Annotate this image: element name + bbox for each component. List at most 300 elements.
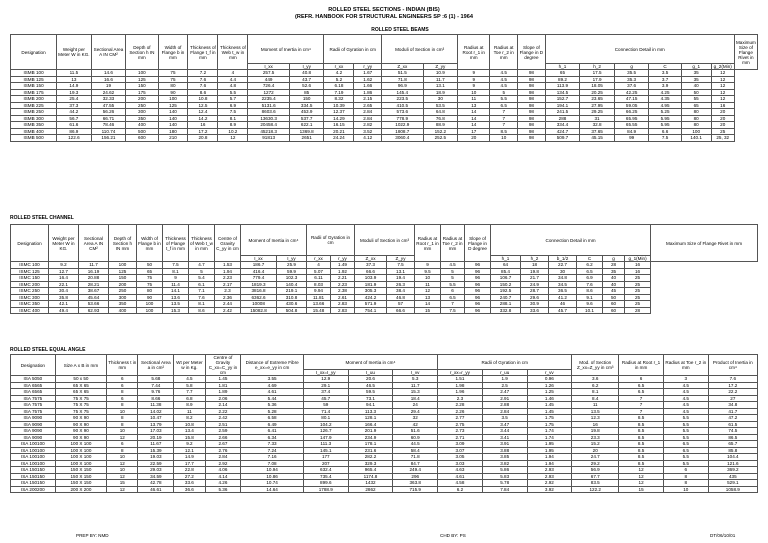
table-cell: 1.95 bbox=[527, 441, 572, 448]
table-cell: 424.7 bbox=[545, 128, 580, 135]
table-cell: 45.15 bbox=[580, 135, 615, 142]
table-cell: 8 bbox=[107, 415, 138, 422]
table-cell: 31 bbox=[580, 115, 615, 122]
table-cell: 83.5 bbox=[572, 480, 619, 487]
table-cell: 150 bbox=[289, 96, 324, 103]
table-cell: 715.9 bbox=[393, 486, 438, 493]
table-cell: 15.48 bbox=[307, 307, 331, 314]
table-cell: 257.5 bbox=[248, 70, 289, 77]
table-cell: 4.5 bbox=[490, 70, 518, 77]
table-cell: 125 bbox=[109, 268, 137, 275]
table-cell: 60 bbox=[603, 307, 625, 314]
table-cell: 15.2 bbox=[572, 441, 619, 448]
column-subheader: r_xx=r_yy bbox=[438, 370, 483, 376]
table-cell: 1.75 bbox=[527, 415, 572, 422]
table-cell: 18 bbox=[521, 262, 549, 269]
table-cell: 2.84 bbox=[205, 454, 241, 461]
table-cell: 2.82 bbox=[354, 122, 382, 129]
table-cell: 65.55 bbox=[614, 122, 649, 129]
table-cell: 104.4 bbox=[708, 454, 757, 461]
table-cell: 140 bbox=[158, 109, 188, 116]
column-header: Moment of Inertia in cm⁴ bbox=[303, 355, 437, 370]
table-cell: 12 bbox=[711, 89, 734, 96]
column-subheader: g bbox=[603, 256, 625, 262]
table-cell: 8.5 bbox=[619, 454, 664, 461]
table-cell: 41.7 bbox=[708, 408, 757, 415]
table-cell: 5131.6 bbox=[248, 102, 289, 109]
table-cell: 6.2 bbox=[577, 262, 603, 269]
table-cell: ISMB 100 bbox=[11, 70, 57, 77]
table-cell: 300 bbox=[126, 109, 158, 116]
table-cell: 12.9 bbox=[303, 376, 348, 383]
angles-table bbox=[10, 354, 758, 493]
table-cell: 424.2 bbox=[355, 294, 387, 301]
table-cell: 6 bbox=[107, 441, 138, 448]
table-cell: 3.9 bbox=[649, 83, 681, 90]
table-cell: 14.9 bbox=[57, 83, 92, 90]
table-cell: 80 bbox=[681, 115, 711, 122]
table-cell: 12 bbox=[711, 70, 734, 77]
table-cell: ISA 9090 bbox=[11, 428, 56, 435]
table-cell: 16 bbox=[711, 102, 734, 109]
table-cell: 58.4 bbox=[393, 447, 438, 454]
table-cell: 22.7 bbox=[549, 262, 577, 269]
table-cell: 3.5 bbox=[482, 415, 527, 422]
table-cell: 1.98 bbox=[438, 382, 483, 389]
table-cell: 334.4 bbox=[545, 122, 580, 129]
table-cell: 8.5 bbox=[490, 128, 518, 135]
table-cell: 12 bbox=[619, 480, 664, 487]
table-cell: 2.92 bbox=[527, 480, 572, 487]
table-cell: 23.65 bbox=[580, 96, 615, 103]
column-header: Centre of Gravity C_yy in cm bbox=[215, 225, 241, 262]
table-cell: 363.8 bbox=[393, 480, 438, 487]
table-cell: ISMC 125 bbox=[11, 268, 49, 275]
column-subheader: g_1 bbox=[681, 64, 711, 70]
table-cell: 2.77 bbox=[438, 415, 483, 422]
table-cell: 140.4 bbox=[277, 281, 307, 288]
table-cell: 9.76 bbox=[138, 389, 174, 396]
table-cell: 145.1 bbox=[303, 447, 348, 454]
table-cell: 2.61 bbox=[331, 294, 355, 301]
table-cell: 1.45 bbox=[527, 408, 572, 415]
table-cell: 20.25 bbox=[580, 89, 615, 96]
table-cell: 75 bbox=[137, 275, 163, 282]
table-cell: 1808.7 bbox=[382, 128, 423, 135]
table-cell: 30 bbox=[423, 96, 458, 103]
table-cell: 369.2 bbox=[708, 467, 757, 474]
table-cell: 10.94 bbox=[241, 467, 304, 474]
table-cell: 6.2 bbox=[438, 486, 483, 493]
table-cell: 6.5 bbox=[663, 441, 708, 448]
table-cell: 11.81 bbox=[307, 294, 331, 301]
table-cell: 103.9 bbox=[355, 275, 387, 282]
table-cell: 3816.8 bbox=[241, 288, 277, 295]
table-cell: 5.25 bbox=[649, 109, 681, 116]
table-cell: 8.32 bbox=[324, 96, 354, 103]
table-cell: 3.82 bbox=[482, 460, 527, 467]
table-cell: 111.3 bbox=[303, 441, 348, 448]
column-header: Thickness of Flange t_f in mm bbox=[188, 35, 218, 70]
column-subheader: g bbox=[614, 64, 649, 70]
table-cell: 121.6 bbox=[708, 460, 757, 467]
table-cell: 4.7 bbox=[189, 262, 215, 269]
table-cell: ISMB 250 bbox=[11, 109, 57, 116]
table-cell: 22.8 bbox=[174, 467, 205, 474]
table-cell: 6.18 bbox=[324, 83, 354, 90]
table-cell: 9.2 bbox=[49, 262, 79, 269]
table-cell: ISA 100100 bbox=[11, 454, 56, 461]
table-cell: 6.49 bbox=[241, 421, 304, 428]
table-cell: 296 bbox=[393, 473, 438, 480]
column-header: Connection Detail in mm bbox=[491, 225, 651, 256]
table-cell: 2.73 bbox=[438, 428, 483, 435]
table-cell: 1.92 bbox=[331, 268, 355, 275]
table-cell: 7.5 bbox=[163, 262, 189, 269]
table-cell: 10.39 bbox=[324, 102, 354, 109]
column-header: Distance of Extreme Fibre e_xx=e_yy in cm bbox=[241, 355, 304, 376]
table-cell: 3.03 bbox=[438, 460, 483, 467]
table-cell: 11 bbox=[174, 408, 205, 415]
table-cell: 10.8 bbox=[174, 421, 205, 428]
table-cell: 8.5 bbox=[619, 415, 664, 422]
table-cell: 12.3 bbox=[572, 415, 619, 422]
table-cell: 1.45 bbox=[527, 402, 572, 409]
table-cell: 250 bbox=[109, 288, 137, 295]
table-cell: 35 bbox=[681, 76, 711, 83]
table-cell: 57 bbox=[387, 301, 415, 308]
table-cell: 2.42 bbox=[215, 307, 241, 314]
table-cell: 89.2 bbox=[545, 76, 580, 83]
channels-section-title: ROLLED STEEL CHANNEL bbox=[10, 215, 74, 221]
table-cell: 300 bbox=[109, 294, 137, 301]
table-cell: 20.88 bbox=[79, 275, 109, 282]
table-cell: 4.63 bbox=[438, 467, 483, 474]
table-cell: 98 bbox=[518, 96, 546, 103]
table-cell: 7.24 bbox=[241, 447, 304, 454]
table-cell: 65.7 bbox=[708, 441, 757, 448]
table-cell: 10 bbox=[107, 467, 138, 474]
table-cell: 12.1 bbox=[174, 447, 205, 454]
table-cell: 12 bbox=[711, 76, 734, 83]
table-cell: 12.5 bbox=[188, 102, 218, 109]
table-cell: 7.19 bbox=[324, 89, 354, 96]
table-cell: 735.4 bbox=[303, 473, 348, 480]
table-cell: 11.7 bbox=[423, 76, 458, 83]
table-cell: 10 bbox=[458, 89, 490, 96]
table-cell: 65.95 bbox=[614, 115, 649, 122]
table-cell: 15 bbox=[415, 307, 441, 314]
table-cell: 20.6 bbox=[348, 376, 393, 383]
table-cell: 37.65 bbox=[580, 128, 615, 135]
table-cell: 80 bbox=[681, 109, 711, 116]
table-cell: 16 bbox=[625, 268, 651, 275]
table-cell: 96 bbox=[465, 301, 491, 308]
table-cell: 85 bbox=[289, 89, 324, 96]
column-subheader: r_xx bbox=[324, 64, 354, 70]
column-header: Sectional Area a in cm² bbox=[138, 355, 174, 376]
table-cell: 234.9 bbox=[348, 434, 393, 441]
table-cell: 34.59 bbox=[138, 473, 174, 480]
table-cell: 2862 bbox=[348, 486, 393, 493]
table-cell: 22.59 bbox=[138, 460, 174, 467]
table-cell: 249.4 bbox=[393, 467, 438, 474]
table-cell: ISA 6565 bbox=[11, 382, 56, 389]
table-cell: 4.4 bbox=[218, 76, 248, 83]
table-cell: 1.74 bbox=[527, 434, 572, 441]
table-cell: 5 bbox=[490, 89, 518, 96]
table-cell: 7 bbox=[490, 115, 518, 122]
table-cell: 11.38 bbox=[138, 402, 174, 409]
table-cell: 100 X 100 bbox=[55, 460, 106, 467]
table-cell: 3060.4 bbox=[382, 135, 423, 142]
table-cell: 6.5 bbox=[490, 102, 518, 109]
table-cell: 15.3 bbox=[393, 389, 438, 396]
table-cell: 726.4 bbox=[248, 83, 289, 90]
table-cell: 10008 bbox=[241, 301, 277, 308]
column-header: Size A x B in mm bbox=[55, 355, 106, 376]
table-cell: 5 bbox=[189, 268, 215, 275]
table-cell: 11.67 bbox=[138, 441, 174, 448]
table-cell: 34.5 bbox=[549, 281, 577, 288]
table-cell: 4.5 bbox=[441, 262, 465, 269]
table-cell: 42 bbox=[393, 421, 438, 428]
table-cell: 4.8 bbox=[218, 83, 248, 90]
table-cell: 5.5 bbox=[663, 434, 708, 441]
table-cell: 1788.9 bbox=[303, 486, 348, 493]
table-cell: 65 bbox=[545, 70, 580, 77]
table-cell: 59.9 bbox=[277, 268, 307, 275]
table-cell: 66.6 bbox=[355, 268, 387, 275]
table-cell: 12 bbox=[619, 467, 664, 474]
table-cell: 1.46 bbox=[527, 395, 572, 402]
table-cell: 100 X 100 bbox=[55, 441, 106, 448]
table-cell: 6.9 bbox=[218, 102, 248, 109]
table-cell: 33.6 bbox=[174, 480, 205, 487]
table-row bbox=[11, 307, 758, 314]
table-cell: 3.47 bbox=[482, 421, 527, 428]
column-header: Mod. of Section Z_xx=Z_yy in cm³ bbox=[572, 355, 619, 376]
table-cell: 21.7 bbox=[521, 275, 549, 282]
table-cell: 35 bbox=[603, 268, 625, 275]
table-cell: ISMB 150 bbox=[11, 83, 57, 90]
table-cell: 56.26 bbox=[91, 109, 126, 116]
table-cell: 20 bbox=[711, 109, 734, 116]
column-header: Connection Detail in mm bbox=[545, 35, 734, 64]
table-cell: 98 bbox=[518, 135, 546, 142]
table-cell: 754.1 bbox=[355, 307, 387, 314]
table-cell: 7.2 bbox=[188, 70, 218, 77]
table-cell: 80.1 bbox=[303, 415, 348, 422]
column-header: Sectional Area A IN CM² bbox=[79, 225, 109, 262]
table-cell: 35.8 bbox=[49, 294, 79, 301]
table-cell: 779.4 bbox=[241, 275, 277, 282]
table-cell: 4.58 bbox=[438, 480, 483, 487]
table-cell: 20 bbox=[711, 115, 734, 122]
table-cell: 29.4 bbox=[393, 408, 438, 415]
table-cell: 194.1 bbox=[545, 102, 580, 109]
table-cell: 8.9 bbox=[218, 122, 248, 129]
table-cell: 3.6 bbox=[572, 376, 619, 383]
table-cell: 29.1 bbox=[303, 382, 348, 389]
table-cell: 13 bbox=[415, 294, 441, 301]
table-cell: 122.6 bbox=[57, 135, 92, 142]
table-cell: 5.5 bbox=[218, 89, 248, 96]
table-cell: 60 bbox=[603, 301, 625, 308]
table-cell: 16 bbox=[188, 122, 218, 129]
table-cell: 147.9 bbox=[303, 434, 348, 441]
beams-table bbox=[10, 34, 758, 142]
table-cell: 200 X 200 bbox=[55, 486, 106, 493]
table-cell: 15 bbox=[107, 480, 138, 487]
table-cell: 59 bbox=[303, 402, 348, 409]
page-subtitle: (REFR. HANBOOK FOR STRUCTURAL ENGINEERS SP :6 (1) - 1964 bbox=[295, 14, 473, 20]
table-cell: 1.26 bbox=[527, 382, 572, 389]
table-cell: 201.9 bbox=[348, 428, 393, 435]
table-cell: ISMB 400 bbox=[11, 128, 57, 135]
table-cell: 11 bbox=[458, 96, 490, 103]
table-cell: 13 bbox=[57, 76, 92, 83]
table-cell: 3.52 bbox=[354, 128, 382, 135]
table-cell: 1.81 bbox=[205, 382, 241, 389]
table-cell: ISA 5050 bbox=[11, 376, 56, 383]
column-header: Depth of Section h IN mm bbox=[126, 35, 158, 70]
table-cell: 7.5 bbox=[387, 262, 415, 269]
table-cell: 6.9 bbox=[577, 275, 603, 282]
table-cell: 78.46 bbox=[91, 122, 126, 129]
table-cell: 5.5 bbox=[663, 460, 708, 467]
table-cell: 36.5 bbox=[549, 288, 577, 295]
table-cell: 59.05 bbox=[614, 102, 649, 109]
table-cell: 8 bbox=[107, 447, 138, 454]
table-cell: 207 bbox=[303, 460, 348, 467]
column-subheader: r_vv bbox=[527, 370, 572, 376]
table-cell: 210 bbox=[158, 135, 188, 142]
table-cell: 9.2 bbox=[174, 441, 205, 448]
table-cell: 2.26 bbox=[438, 408, 483, 415]
table-cell: 13.79 bbox=[138, 421, 174, 428]
table-cell: 22.1 bbox=[49, 281, 79, 288]
column-subheader: Z_yy bbox=[387, 256, 415, 262]
table-cell: 64 bbox=[491, 262, 521, 269]
table-cell: 128.1 bbox=[348, 415, 393, 422]
table-cell: 10.86 bbox=[241, 473, 304, 480]
table-cell: 8 bbox=[107, 389, 138, 396]
table-cell: 40 bbox=[603, 275, 625, 282]
table-cell: 13.6 bbox=[163, 294, 189, 301]
table-cell: 219.1 bbox=[277, 288, 307, 295]
column-subheader: Z_xx bbox=[355, 256, 387, 262]
table-cell: ISA 9090 bbox=[11, 421, 56, 428]
table-cell: 7.6 bbox=[577, 281, 603, 288]
column-subheader: I_vv bbox=[393, 370, 438, 376]
table-cell: 30.9 bbox=[521, 301, 549, 308]
table-cell: 25 bbox=[625, 281, 651, 288]
table-cell: 282.2 bbox=[348, 454, 393, 461]
table-cell: 10.9 bbox=[423, 70, 458, 77]
table-cell: 45.64 bbox=[79, 294, 109, 301]
table-cell: 100 bbox=[109, 262, 137, 269]
table-cell: 67.7 bbox=[572, 473, 619, 480]
table-cell: 150 bbox=[126, 83, 158, 90]
table-cell: 400 bbox=[126, 122, 158, 129]
table-cell: 1.96 bbox=[438, 389, 483, 396]
table-cell: 13630.3 bbox=[248, 115, 289, 122]
table-cell: 37.4 bbox=[303, 389, 348, 396]
table-cell: 62.93 bbox=[79, 307, 109, 314]
table-cell: 4.14 bbox=[205, 473, 241, 480]
table-cell: 3 bbox=[663, 376, 708, 383]
table-cell: ISA 100100 bbox=[11, 441, 56, 448]
table-cell: 32 bbox=[393, 415, 438, 422]
table-cell: 98 bbox=[518, 122, 546, 129]
table-cell: 19 bbox=[91, 83, 126, 90]
column-header: Radius at Toe r_2 in mm bbox=[663, 355, 708, 376]
table-cell: 9 bbox=[415, 262, 441, 269]
table-cell: 14.6 bbox=[91, 70, 126, 77]
column-subheader: h_1 bbox=[491, 256, 521, 262]
table-cell: 5.2 bbox=[324, 76, 354, 83]
table-cell: 10.8 bbox=[188, 96, 218, 103]
table-cell: 50 bbox=[603, 294, 625, 301]
prepared-by: PREP BY: NMD bbox=[76, 533, 109, 538]
table-cell: 2.83 bbox=[331, 307, 355, 314]
table-cell: 66.6 bbox=[387, 307, 415, 314]
table-cell: 2.5 bbox=[482, 382, 527, 389]
table-cell: 200 bbox=[109, 281, 137, 288]
table-cell: 18.4 bbox=[393, 395, 438, 402]
table-cell: 1174.8 bbox=[348, 473, 393, 480]
table-cell: ISMB 225 bbox=[11, 102, 57, 109]
table-cell: 5.36 bbox=[241, 402, 304, 409]
table-cell: 156.21 bbox=[91, 135, 126, 142]
table-cell: 7.1 bbox=[189, 288, 215, 295]
table-cell: 25 bbox=[625, 301, 651, 308]
table-cell: 85.8 bbox=[708, 447, 757, 454]
table-cell: 4.2 bbox=[324, 70, 354, 77]
table-cell: 5.8 bbox=[174, 382, 205, 389]
table-cell: 28 bbox=[603, 262, 625, 269]
table-cell: ISA 9090 bbox=[11, 434, 56, 441]
checked-by: CHD BY: PS bbox=[440, 533, 466, 538]
table-cell: 7.6 bbox=[708, 376, 757, 383]
channels-table bbox=[10, 224, 758, 314]
column-header: Product of Inertia in cm⁴ bbox=[708, 355, 757, 376]
table-cell: 35.5 bbox=[614, 70, 649, 77]
table-cell: 75 bbox=[158, 76, 188, 83]
table-cell: 2.17 bbox=[215, 281, 241, 288]
table-cell: 96 bbox=[465, 275, 491, 282]
table-cell: 10.2 bbox=[218, 128, 248, 135]
table-cell: 25 bbox=[625, 294, 651, 301]
table-cell: 18.9 bbox=[423, 89, 458, 96]
column-subheader: h_2 bbox=[521, 256, 549, 262]
page-title: ROLLED STEEL SECTIONS - INDIAN (BIS) bbox=[328, 7, 440, 13]
table-cell: 2.3 bbox=[215, 288, 241, 295]
table-cell: 11.7 bbox=[79, 262, 109, 269]
table-cell: 76.8 bbox=[423, 115, 458, 122]
table-cell: 98 bbox=[518, 76, 546, 83]
table-cell: 2.93 bbox=[527, 473, 572, 480]
table-cell: 98 bbox=[518, 70, 546, 77]
table-cell: 334.5 bbox=[289, 102, 324, 109]
table-cell: 34.8 bbox=[549, 275, 577, 282]
table-cell: 4.5 bbox=[663, 408, 708, 415]
table-cell: 5 bbox=[441, 268, 465, 275]
table-cell: 106.7 bbox=[491, 275, 521, 282]
table-cell: 7.6 bbox=[188, 83, 218, 90]
column-subheader: C bbox=[649, 64, 681, 70]
